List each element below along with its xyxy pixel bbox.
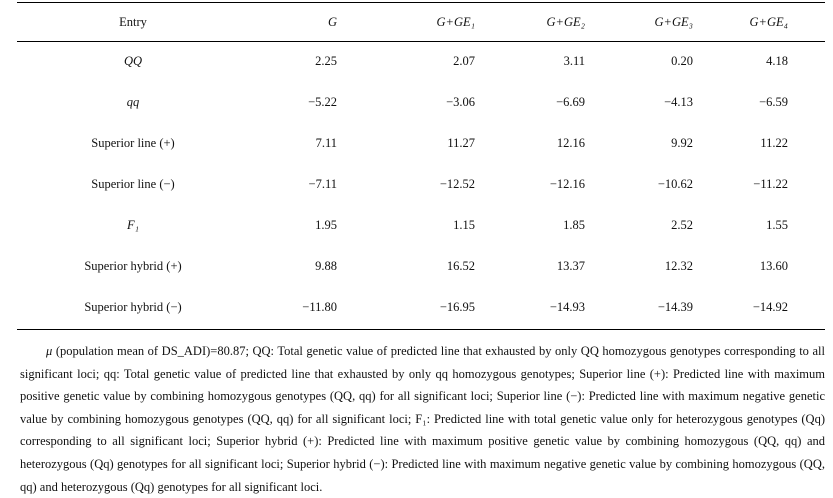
table-row	[17, 82, 825, 123]
table-bottom-rule	[17, 329, 825, 330]
cell-value: −7.11	[308, 177, 337, 191]
table-header	[17, 3, 825, 41]
cell-value: 1.95	[315, 218, 337, 232]
cell-value: 7.11	[315, 136, 337, 150]
row-entry: QQ	[123, 54, 143, 68]
cell-value: 1.55	[766, 218, 788, 232]
row-entry: Superior hybrid (−)	[84, 300, 182, 314]
cell-value: −12.52	[439, 177, 475, 191]
cell-value: 13.60	[759, 259, 788, 273]
cell-value: −6.69	[556, 95, 585, 109]
cell-value: −11.80	[302, 300, 337, 314]
cell-value: −5.22	[308, 95, 337, 109]
header-g-ge4: G+GE₄	[749, 14, 788, 29]
cell-value: 2.07	[453, 54, 475, 68]
cell-value: 13.37	[556, 259, 585, 273]
header-entry: Entry	[119, 14, 147, 29]
cell-value: −12.16	[549, 177, 585, 191]
mu-symbol: μ	[46, 344, 53, 358]
cell-value: −11.22	[753, 177, 788, 191]
cell-value: −4.13	[664, 95, 693, 109]
cell-value: 12.32	[664, 259, 693, 273]
cell-value: 0.20	[671, 54, 693, 68]
table-row	[17, 164, 825, 205]
header-row	[17, 3, 825, 41]
cell-value: −16.95	[439, 300, 475, 314]
table-body	[17, 41, 825, 328]
cell-value: 16.52	[446, 259, 475, 273]
row-entry: F₁	[127, 218, 139, 232]
results-table	[17, 3, 825, 328]
cell-value: 11.22	[760, 136, 788, 150]
header-g-ge1: G+GE₁	[436, 14, 475, 29]
cell-value: 11.27	[447, 136, 475, 150]
row-entry: Superior line (−)	[91, 177, 175, 191]
cell-value: 12.16	[556, 136, 585, 150]
table-row	[17, 246, 825, 287]
cell-value: 3.11	[563, 54, 585, 68]
cell-value: 9.88	[315, 259, 337, 273]
header-g-ge3: G+GE₃	[654, 14, 693, 29]
cell-value: −10.62	[657, 177, 693, 191]
cell-value: −3.06	[446, 95, 475, 109]
cell-value: −14.93	[549, 300, 585, 314]
table-row	[17, 41, 825, 82]
table-row	[17, 205, 825, 246]
table-row	[17, 123, 825, 164]
cell-value: −6.59	[759, 95, 788, 109]
table-footnote	[20, 340, 825, 498]
row-entry: Superior line (+)	[91, 136, 175, 150]
header-g: G	[327, 14, 337, 29]
row-entry: Superior hybrid (+)	[84, 259, 182, 273]
cell-value: −14.39	[657, 300, 693, 314]
row-entry: qq	[126, 95, 140, 109]
header-g-ge2: G+GE₂	[546, 14, 585, 29]
cell-value: 1.85	[563, 218, 585, 232]
cell-value: 9.92	[671, 136, 693, 150]
cell-value: 2.52	[671, 218, 693, 232]
cell-value: 2.25	[315, 54, 337, 68]
table-row	[17, 287, 825, 328]
cell-value: −14.92	[752, 300, 788, 314]
footnote-text: (population mean of DS_ADI)=80.87; QQ: Total genetic value of predicted line that exhausted by only QQ homozygous genotypes corresponding to all significant loci; qq: Total genetic value of predicted line that exhausted by only qq homozygous genotypes; Superior line (+): Predicted line with maximum positive genetic value by combining homozygous genotypes (QQ, qq) for all significant loci; Superior line (−): Predicted line with maximum negative genetic value by combining homozygous genotypes (QQ, qq) for all significant loci; F₁: Predicted line with total genetic value only for heterozygous genotypes (Qq) corresponding to all significant loci; Superior hybrid (+): Predicted line with maximum positive genetic value by combining homozygous (QQ, qq) and heterozygous (Qq) genotypes for all significant loci; Superior hybrid (−): Predicted line with maximum negative genetic value by combining homozygous (QQ, qq) and heterozygous (Qq) genotypes for all significant loci.	[20, 344, 825, 494]
footnote-paragraph	[20, 340, 825, 498]
cell-value: 4.18	[766, 54, 788, 68]
cell-value: 1.15	[453, 218, 475, 232]
